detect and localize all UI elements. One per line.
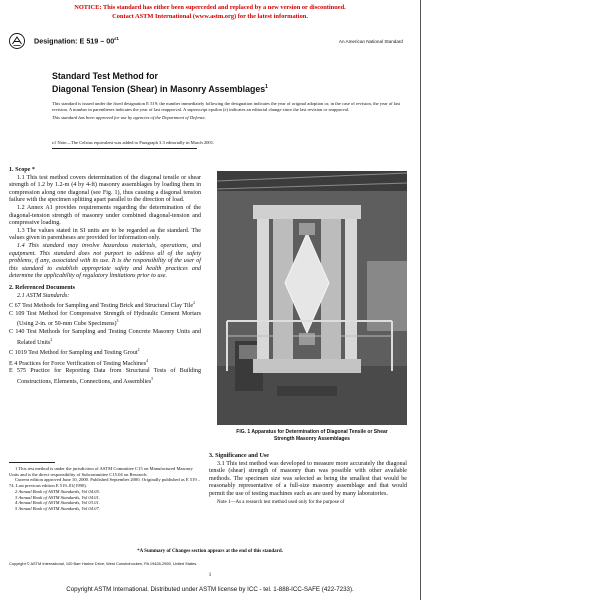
designation-label: Designation: E 519 – 00 <box>34 36 115 46</box>
intro-block <box>52 101 404 124</box>
title-footnote-marker: 1 <box>265 83 268 90</box>
footnotes <box>9 466 201 512</box>
footnote-divider <box>9 462 55 463</box>
right-column <box>209 449 407 506</box>
footnote-1-edition: Current edition approved June 10, 2000. Published September 2000. Originally published as E 519 – 74. Last previous edition E 519–81(1990). <box>9 477 201 489</box>
designation-superscript: ε1 <box>114 36 119 41</box>
reference-item: E 575 Practice for Reporting Data from Structural Tests of Building Constructions, Elements, Connections, and Assemblies$^5$ <box>9 368 201 386</box>
footnote-2: 2 Annual Book of ASTM Standards, Vol 04.05. <box>15 488 100 494</box>
footnote-4: 4 Annual Book of ASTM Standards, Vol 03.01. <box>15 500 100 506</box>
paragraph-3-1: 3.1 This test method was developed to measure more accurately the diagonal tensile (shear) strength of masonry than was possible with other available methods. The specimen size was selected as being the smallest that would be reasonably representative of a full-size masonry assemblage and that would permit the use of testing machines such as are used by many laboratories. <box>209 460 407 497</box>
left-column <box>9 163 201 387</box>
section-heading-scope: 1. Scope * <box>9 167 35 173</box>
intro-paragraph: This standard is issued under the fixed designation E 519; the number immediately following the designation indicates the year of original adoption or, in the case of revision, the year of last revision. A number in parentheses indicates the year of last reapproval. A superscript epsilon (ε) indicates an editorial change since the last revision or reapproval. <box>52 101 401 113</box>
reference-item: C 140 Test Methods for Sampling and Testing Concrete Masonry Units and Related Units$^2$ <box>9 328 201 346</box>
summary-of-changes-note: *A Summary of Changes section appears at the end of this standard. <box>137 549 283 554</box>
copyright-line: Copyright © ASTM International, 100 Barr Harbor Drive, West Conshohocken, PA 19428-2959, United States. <box>9 561 198 566</box>
reference-item: E 4 Practices for Force Verification of Testing Machines$^4$ <box>9 358 148 367</box>
editorial-note: ε1 Note—The Celsius equivalent was added to Paragraph 3.3 editorially in March 2001. <box>52 140 215 145</box>
astm-logo-icon <box>9 33 25 49</box>
paragraph-1-3: 1.3 The values stated in SI units are to be regarded as the standard. The values given in parentheses are provided for information only. <box>9 227 201 242</box>
notice-line-1: NOTICE: This standard has either been superceded and replaced by a new version or discontinued. <box>74 4 346 11</box>
apparatus-illustration <box>217 171 407 425</box>
american-national-standard-label: An American National Standard <box>338 39 403 44</box>
paragraph-1-1: 1.1 This test method covers determination of the diagonal tensile or shear strength of 1.2 by 1.2-m (4 by 4-ft) masonry assemblages by loading them in compression along one diagonal (see Fig. 1), thus causing a diagonal tension failure with the specimen splitting apart parallel to the direction of load. <box>9 174 201 204</box>
note-1: Note 1—As a research test method used only for the purpose of <box>217 499 345 505</box>
reference-item: C 67 Test Methods for Sampling and Testing Brick and Structural Clay Tile$^2$ <box>9 301 195 310</box>
section-heading-referenced-documents: 2. Referenced Documents <box>9 284 76 291</box>
reference-item: C 109 Test Method for Compressive Strength of Hydraulic Cement Mortars (Using 2-in. or 50-mm Cube Specimens)$^3$ <box>9 310 201 328</box>
dod-approval-text: This standard has been approved for use by agencies of the Department of Defense. <box>52 115 206 121</box>
astm-standards-subheading: 2.1 ASTM Standards: <box>17 292 70 299</box>
figure-caption <box>217 429 407 442</box>
title-line-2: Diagonal Tension (Shear) in Masonry Assemblages <box>52 83 266 94</box>
reference-item: C 1019 Test Method for Sampling and Testing Grout$^2$ <box>9 348 140 357</box>
paragraph-1-2: 1.2 Annex A1 provides requirements regarding the determination of the diagonal-tension strength of masonry under combined diagonal-tension and compressive loading. <box>9 204 201 227</box>
document-title <box>52 71 268 94</box>
designation <box>34 36 119 45</box>
paragraph-1-4: 1.4 This standard may involve hazardous materials, operations, and equipment. This standard does not purport to address all of the safety problems, if any, associated with its use. It is the responsibility of the user of this standard to establish appropriate safety and health practices and determine the applicability of regulatory limitations prior to use. <box>9 242 201 280</box>
footnote-1: 1 This test method is under the jurisdiction of ASTM Committee C15 on Manufactured Masonry Units and is the direct responsibility of Subcommittee C15.04 on Research. <box>9 466 193 477</box>
notice-banner <box>0 4 420 21</box>
section-heading-significance: 3. Significance and Use <box>209 453 269 459</box>
test-apparatus-photo <box>217 171 407 425</box>
intro-divider <box>52 148 197 149</box>
title-line-1: Standard Test Method for <box>52 71 158 81</box>
caption-line-2: Strength Masonry Assemblages <box>274 435 350 442</box>
footnote-5: 5 Annual Book of ASTM Standards, Vol 04.07. <box>15 505 100 511</box>
footnote-3: 3 Annual Book of ASTM Standards, Vol 04.01. <box>15 494 100 500</box>
license-line: Copyright ASTM International. Distributed under ASTM license by ICC - tel. 1-888-ICC-SAFE (422-7233). <box>66 586 354 593</box>
notice-line-2: Contact ASTM International (www.astm.org) for the latest information. <box>112 12 308 20</box>
caption-line-1: FIG. 1 Apparatus for Determination of Diagonal Tensile or Shear <box>236 429 388 435</box>
page-number: 1 <box>208 572 212 578</box>
